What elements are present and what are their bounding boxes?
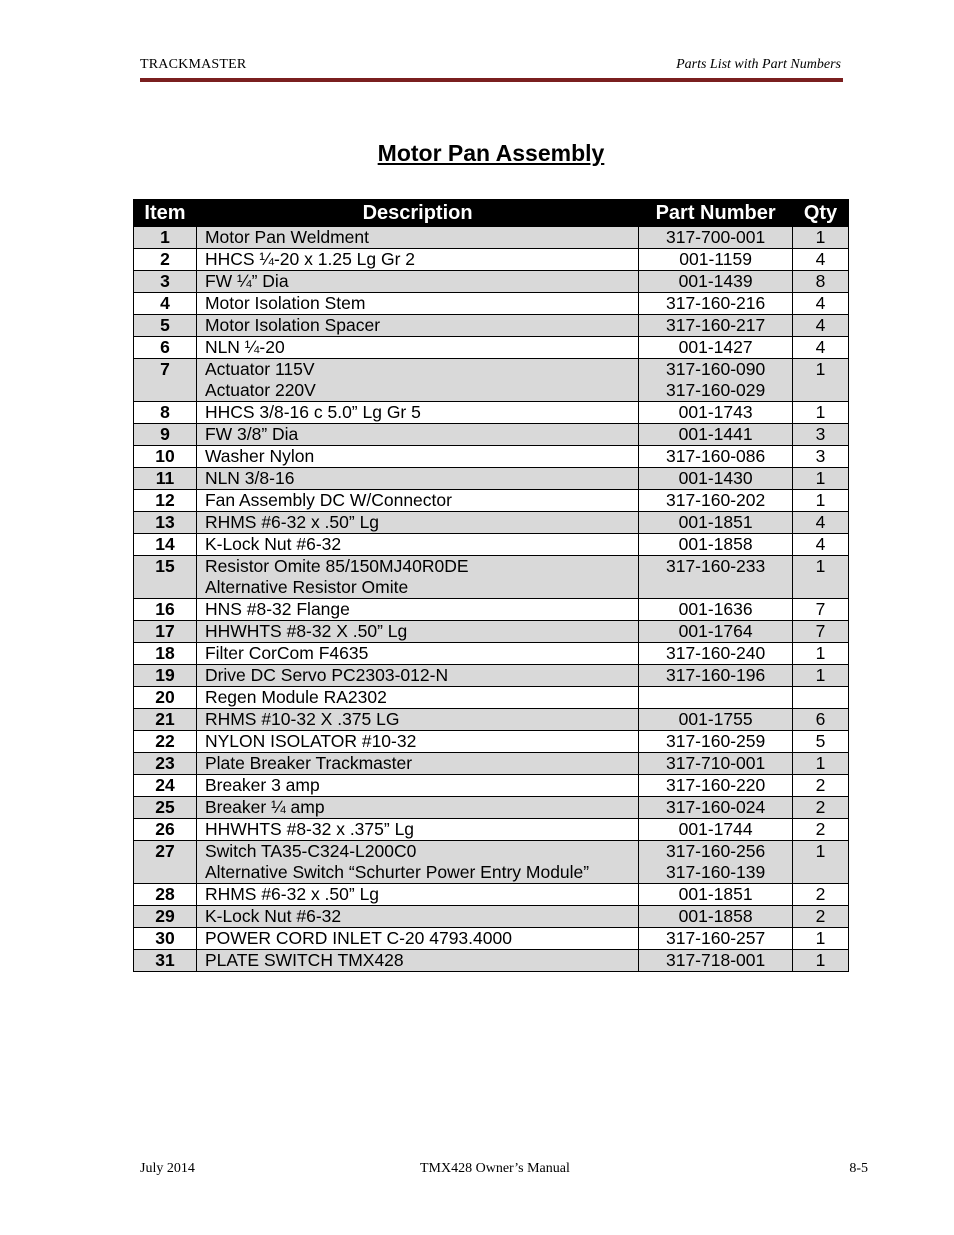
description-cell (196, 293, 638, 315)
description-line: Resistor Omite 85/150MJ40R0DE (204, 556, 469, 576)
qty-cell: 7 (793, 599, 849, 621)
part-number-line: 317-160-216 (665, 293, 766, 313)
part-number-line: 001-1439 (678, 271, 753, 291)
description-line: FW 3/8” Dia (204, 424, 299, 444)
part-number-cell (639, 468, 793, 490)
description-line: Actuator 220V (204, 380, 316, 400)
part-number-cell (639, 841, 793, 884)
qty-cell: 4 (793, 293, 849, 315)
description-cell (196, 490, 638, 512)
item-number-cell: 6 (134, 337, 197, 359)
table-row (134, 621, 849, 643)
part-number-cell (639, 424, 793, 446)
item-number-cell: 7 (134, 359, 197, 402)
part-number-cell (639, 271, 793, 293)
qty-cell: 5 (793, 731, 849, 753)
description-line: FW ¼” Dia (204, 271, 289, 291)
description-cell (196, 359, 638, 402)
table-row (134, 512, 849, 534)
item-number-cell: 29 (134, 906, 197, 928)
description-line: Plate Breaker Trackmaster (204, 753, 413, 773)
description-cell (196, 797, 638, 819)
item-number-cell: 12 (134, 490, 197, 512)
table-row (134, 709, 849, 731)
description-cell (196, 599, 638, 621)
part-number-cell (639, 227, 793, 249)
table-row (134, 906, 849, 928)
table-row (134, 841, 849, 884)
description-line: Drive DC Servo PC2303-012-N (204, 665, 449, 685)
part-number-line: 317-160-086 (665, 446, 766, 466)
table-row (134, 402, 849, 424)
part-number-line: 317-160-233 (665, 556, 766, 576)
part-number-cell (639, 337, 793, 359)
item-number-cell: 19 (134, 665, 197, 687)
qty-cell: 2 (793, 775, 849, 797)
description-cell (196, 337, 638, 359)
description-line: HHCS ¼-20 x 1.25 Lg Gr 2 (204, 249, 416, 269)
qty-cell: 4 (793, 512, 849, 534)
table-row (134, 556, 849, 599)
description-line: NYLON ISOLATOR #10-32 (204, 731, 417, 751)
part-number-line: 317-160-259 (665, 731, 766, 751)
table-row (134, 731, 849, 753)
description-line: POWER CORD INLET C-20 4793.4000 (204, 928, 512, 948)
description-line: HNS #8-32 Flange (204, 599, 350, 619)
part-number-line: 317-160-240 (665, 643, 766, 663)
part-number-cell (639, 534, 793, 556)
table-row (134, 359, 849, 402)
table-row (134, 643, 849, 665)
header-right-text: Parts List with Part Numbers (676, 57, 841, 72)
part-number-line: 001-1858 (678, 906, 753, 926)
description-cell (196, 775, 638, 797)
column-header-description: Description (196, 200, 638, 227)
description-line: Fan Assembly DC W/Connector (204, 490, 452, 510)
description-line: Regen Module RA2302 (204, 687, 387, 707)
part-number-line: 317-160-202 (665, 490, 766, 510)
column-header-item: Item (134, 200, 197, 227)
qty-cell: 1 (793, 950, 849, 972)
part-number-line: 001-1441 (678, 424, 753, 444)
item-number-cell: 18 (134, 643, 197, 665)
description-line: Switch TA35-C324-L200C0 (204, 841, 417, 861)
table-row (134, 950, 849, 972)
qty-cell: 7 (793, 621, 849, 643)
part-number-cell (639, 621, 793, 643)
qty-cell: 4 (793, 315, 849, 337)
part-number-cell (639, 906, 793, 928)
item-number-cell: 26 (134, 819, 197, 841)
description-cell (196, 468, 638, 490)
table-row (134, 293, 849, 315)
table-row (134, 687, 849, 709)
part-number-line: 001-1851 (678, 884, 753, 904)
part-number-cell (639, 775, 793, 797)
part-number-line: 317-160-024 (665, 797, 766, 817)
part-number-line: 001-1755 (678, 709, 753, 729)
item-number-cell: 20 (134, 687, 197, 709)
description-line: Washer Nylon (204, 446, 315, 466)
column-header-qty: Qty (793, 200, 849, 227)
description-cell (196, 534, 638, 556)
qty-cell: 4 (793, 249, 849, 271)
qty-cell: 1 (793, 753, 849, 775)
description-line: Motor Pan Weldment (204, 227, 369, 247)
part-number-cell (639, 249, 793, 271)
part-number-cell (639, 884, 793, 906)
qty-cell: 6 (793, 709, 849, 731)
part-number-line: 317-160-256 (665, 841, 766, 861)
description-cell (196, 446, 638, 468)
table-row (134, 534, 849, 556)
part-number-line: 001-1636 (678, 599, 753, 619)
description-line: NLN ¼-20 (204, 337, 285, 357)
description-cell (196, 227, 638, 249)
table-row (134, 775, 849, 797)
item-number-cell: 1 (134, 227, 197, 249)
page-title: Motor Pan Assembly (377, 140, 605, 166)
item-number-cell: 17 (134, 621, 197, 643)
description-line: K-Lock Nut #6-32 (204, 906, 342, 926)
qty-cell: 1 (793, 402, 849, 424)
qty-cell: 4 (793, 337, 849, 359)
description-line: Alternative Switch “Schurter Power Entry Module” (204, 862, 590, 882)
description-cell (196, 950, 638, 972)
table-row (134, 446, 849, 468)
part-number-cell (639, 293, 793, 315)
item-number-cell: 4 (134, 293, 197, 315)
qty-cell: 1 (793, 928, 849, 950)
qty-cell: 2 (793, 906, 849, 928)
parts-table-body (134, 227, 849, 972)
item-number-cell: 22 (134, 731, 197, 753)
part-number-cell (639, 731, 793, 753)
description-line: NLN 3/8-16 (204, 468, 295, 488)
part-number-cell (639, 446, 793, 468)
parts-table (133, 199, 849, 972)
item-number-cell: 13 (134, 512, 197, 534)
qty-cell: 1 (793, 556, 849, 599)
qty-cell: 8 (793, 271, 849, 293)
part-number-cell (639, 709, 793, 731)
item-number-cell: 25 (134, 797, 197, 819)
part-number-line: 317-160-217 (665, 315, 766, 335)
part-number-cell (639, 490, 793, 512)
description-cell (196, 753, 638, 775)
item-number-cell: 2 (134, 249, 197, 271)
qty-cell: 2 (793, 884, 849, 906)
qty-cell: 4 (793, 534, 849, 556)
table-row (134, 884, 849, 906)
description-line: Filter CorCom F4635 (204, 643, 369, 663)
item-number-cell: 21 (134, 709, 197, 731)
part-number-cell (639, 359, 793, 402)
description-cell (196, 665, 638, 687)
qty-cell: 1 (793, 841, 849, 884)
item-number-cell: 31 (134, 950, 197, 972)
part-number-cell (639, 950, 793, 972)
description-cell (196, 402, 638, 424)
description-cell (196, 884, 638, 906)
description-line: RHMS #6-32 x .50” Lg (204, 512, 380, 532)
description-line: Actuator 115V (204, 359, 315, 379)
table-row (134, 490, 849, 512)
description-line: HHWHTS #8-32 x .375” Lg (204, 819, 415, 839)
description-cell (196, 687, 638, 709)
item-number-cell: 16 (134, 599, 197, 621)
description-cell (196, 928, 638, 950)
table-header-row (134, 200, 849, 227)
part-number-line: 001-1427 (678, 337, 753, 357)
description-line: PLATE SWITCH TMX428 (204, 950, 404, 970)
description-line: K-Lock Nut #6-32 (204, 534, 342, 554)
qty-cell (793, 687, 849, 709)
footer-date: July 2014 (140, 1161, 195, 1176)
description-line: RHMS #6-32 x .50” Lg (204, 884, 380, 904)
qty-cell: 1 (793, 468, 849, 490)
part-number-cell (639, 928, 793, 950)
part-number-line: 317-160-196 (665, 665, 766, 685)
footer-manual-title: TMX428 Owner’s Manual (420, 1161, 570, 1176)
part-number-line: 317-160-090 (665, 359, 766, 379)
part-number-cell (639, 556, 793, 599)
table-row (134, 753, 849, 775)
item-number-cell: 24 (134, 775, 197, 797)
part-number-cell (639, 687, 793, 709)
qty-cell: 1 (793, 227, 849, 249)
description-cell (196, 709, 638, 731)
item-number-cell: 3 (134, 271, 197, 293)
part-number-line: 001-1858 (678, 534, 753, 554)
header-rule (140, 78, 843, 82)
part-number-line: 317-160-257 (665, 928, 766, 948)
table-row (134, 315, 849, 337)
description-line: HHCS 3/8-16 c 5.0” Lg Gr 5 (204, 402, 421, 422)
description-line: Breaker 3 amp (204, 775, 320, 795)
column-header-part-number: Part Number (639, 200, 793, 227)
item-number-cell: 23 (134, 753, 197, 775)
description-cell (196, 315, 638, 337)
footer-page-number: 8-5 (849, 1161, 868, 1176)
part-number-line: 317-718-001 (665, 950, 766, 970)
qty-cell: 1 (793, 665, 849, 687)
item-number-cell: 10 (134, 446, 197, 468)
part-number-cell (639, 753, 793, 775)
table-row (134, 249, 849, 271)
part-number-cell (639, 315, 793, 337)
description-cell (196, 731, 638, 753)
part-number-line: 001-1430 (678, 468, 753, 488)
item-number-cell: 14 (134, 534, 197, 556)
part-number-line: 001-1851 (678, 512, 753, 532)
table-row (134, 271, 849, 293)
part-number-line: 001-1743 (678, 402, 753, 422)
description-cell (196, 424, 638, 446)
item-number-cell: 27 (134, 841, 197, 884)
part-number-cell (639, 819, 793, 841)
part-number-line: 001-1159 (679, 249, 752, 269)
qty-cell: 1 (793, 359, 849, 402)
table-row (134, 797, 849, 819)
part-number-line: 317-700-001 (665, 227, 766, 247)
item-number-cell: 8 (134, 402, 197, 424)
table-row (134, 819, 849, 841)
qty-cell: 2 (793, 819, 849, 841)
part-number-cell (639, 665, 793, 687)
description-line: Breaker ¼ amp (204, 797, 325, 817)
description-cell (196, 819, 638, 841)
part-number-line: 001-1744 (678, 819, 753, 839)
part-number-line: 317-160-220 (665, 775, 766, 795)
item-number-cell: 11 (134, 468, 197, 490)
qty-cell: 3 (793, 446, 849, 468)
part-number-cell (639, 797, 793, 819)
description-cell (196, 643, 638, 665)
description-cell (196, 512, 638, 534)
description-cell (196, 906, 638, 928)
description-cell (196, 621, 638, 643)
table-row (134, 665, 849, 687)
item-number-cell: 15 (134, 556, 197, 599)
part-number-line: 001-1764 (678, 621, 753, 641)
item-number-cell: 30 (134, 928, 197, 950)
item-number-cell: 5 (134, 315, 197, 337)
table-row (134, 599, 849, 621)
item-number-cell: 28 (134, 884, 197, 906)
part-number-line: 317-160-029 (665, 380, 766, 400)
header-left-text: TRACKMASTER (140, 57, 247, 72)
part-number-cell (639, 512, 793, 534)
table-row (134, 337, 849, 359)
description-line: Alternative Resistor Omite (204, 577, 409, 597)
description-cell (196, 841, 638, 884)
description-line: HHWHTS #8-32 X .50” Lg (204, 621, 408, 641)
part-number-line: 317-160-139 (665, 862, 766, 882)
part-number-cell (639, 402, 793, 424)
part-number-cell (639, 643, 793, 665)
table-row (134, 424, 849, 446)
qty-cell: 2 (793, 797, 849, 819)
item-number-cell: 9 (134, 424, 197, 446)
qty-cell: 1 (793, 643, 849, 665)
part-number-cell (639, 599, 793, 621)
description-cell (196, 271, 638, 293)
description-line: RHMS #10-32 X .375 LG (204, 709, 400, 729)
table-row (134, 468, 849, 490)
part-number-line: 317-710-001 (665, 753, 766, 773)
table-row (134, 928, 849, 950)
description-cell (196, 556, 638, 599)
table-row (134, 227, 849, 249)
qty-cell: 1 (793, 490, 849, 512)
description-line: Motor Isolation Spacer (204, 315, 381, 335)
qty-cell: 3 (793, 424, 849, 446)
description-cell (196, 249, 638, 271)
description-line: Motor Isolation Stem (204, 293, 366, 313)
